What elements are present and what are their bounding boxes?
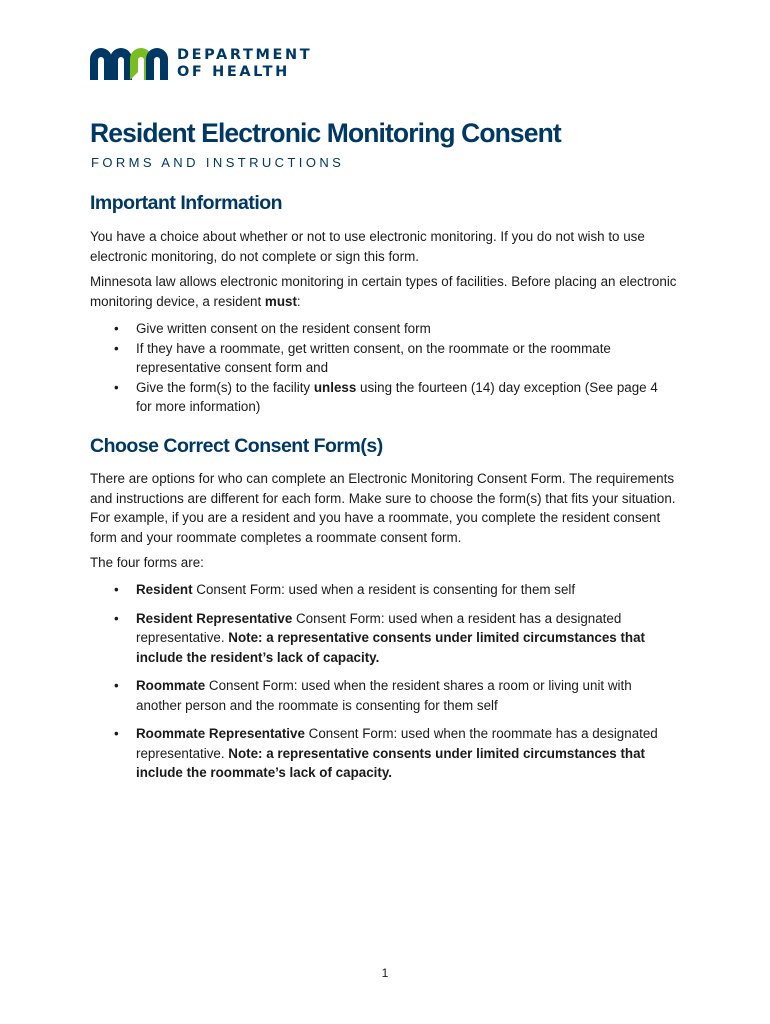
list-item (90, 724, 670, 783)
list-item (90, 676, 670, 715)
list-item (90, 339, 670, 378)
requirements-list (90, 319, 670, 417)
p2-text: Minnesota law allows electronic monitoring in certain types of facilities. Before placing an electronic monitoring device, a resident (90, 274, 677, 309)
list-item (90, 378, 670, 417)
bullet-icon: • (114, 379, 119, 395)
bullet-icon: • (114, 678, 119, 693)
list-item (90, 319, 670, 339)
form-name: Resident Representative (136, 610, 293, 626)
choose-paragraph-2: The four forms are: (90, 555, 204, 570)
list-item (90, 609, 670, 668)
form-note: Note: a representative consents under limited circumstances that include the roommate’s lack of capacity. (136, 745, 646, 780)
page-subtitle: FORMS AND INSTRUCTIONS (91, 155, 345, 170)
page-title: Resident Electronic Monitoring Consent (90, 118, 561, 148)
form-description: Consent Form: used when the roommate has a designated representative. (136, 726, 658, 761)
list-item-text: If they have a roommate, get written consent, on the roommate or the roommate representative consent form and (136, 340, 611, 375)
form-description: Consent Form: used when a resident is consenting for them self (192, 582, 576, 597)
choose-paragraph-1: There are options for who can complete an Electronic Monitoring Consent Form. The requirements and instructions are different for each form. Make sure to choose the form(s) that fits your situation. For example, if you are a resident and you have a roommate, you complete the resident consent form and your roommate completes a roommate consent form. (90, 471, 676, 545)
form-name: Roommate (136, 678, 206, 693)
list-item-bold: unless (313, 379, 357, 395)
form-description: Consent Form: used when a resident has a designated representative. (136, 610, 622, 645)
bullet-icon: • (114, 610, 119, 626)
bullet-icon: • (114, 340, 119, 356)
bullet-icon: • (114, 726, 119, 741)
form-name: Resident (136, 582, 193, 597)
important-paragraph-1: You have a choice about whether or not to use electronic monitoring. If you do not wish to use electronic monitoring, do not complete or sign this form. (90, 229, 645, 264)
mdh-logo (90, 44, 312, 84)
list-item-post: using the fourteen (14) day exception (See page 4 for more information) (136, 379, 658, 414)
list-item (90, 580, 670, 600)
mn-logo (90, 48, 168, 80)
important-paragraph-2 (90, 272, 690, 311)
p2-bold: must (264, 293, 297, 309)
dept-line-2: OF HEALTH (177, 64, 290, 80)
form-name: Roommate Representative (136, 726, 305, 741)
bullet-icon: • (114, 582, 119, 597)
form-note: Note: a representative consents under limited circumstances that include the resident’s lack of capacity. (136, 630, 646, 665)
list-item-text: Give written consent on the resident consent form (136, 321, 431, 336)
department-name (177, 47, 312, 81)
p2-end: : (296, 293, 301, 309)
forms-list (90, 580, 670, 792)
list-item-pre: Give the form(s) to the facility (136, 379, 314, 395)
page-number: 1 (381, 966, 389, 980)
important-heading: Important Information (90, 192, 283, 214)
form-description: Consent Form: used when the resident shares a room or living unit with another person and the roommate is consenting for them self (136, 678, 632, 713)
bullet-icon: • (114, 321, 119, 336)
choose-heading: Choose Correct Consent Form(s) (90, 435, 383, 457)
dept-line-1: DEPARTMENT (177, 47, 313, 63)
